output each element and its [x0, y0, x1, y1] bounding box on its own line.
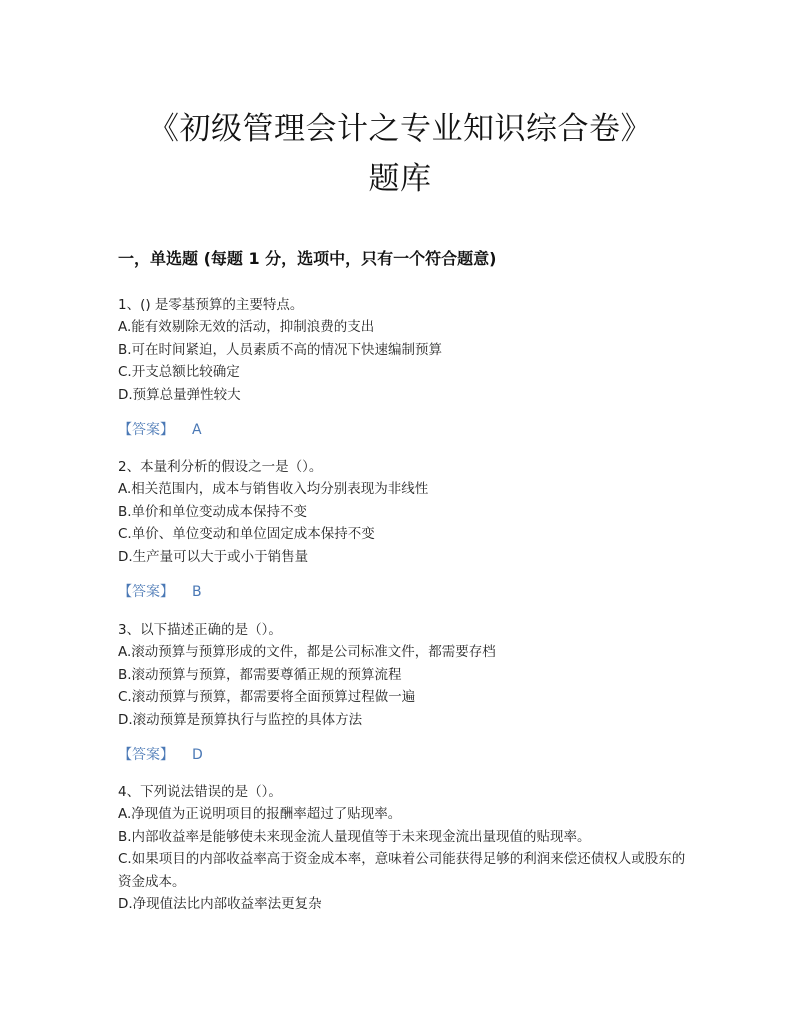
question-stem: 1、() 是零基预算的主要特点。 [118, 297, 304, 313]
answer-label: 【答案】 [118, 422, 174, 438]
answer-value: A [192, 422, 202, 438]
option-d: D.滚动预算是预算执行与监控的具体方法 [118, 711, 363, 728]
answer-label: 【答案】 [118, 584, 174, 600]
option-a: A.相关范围内，成本与销售收入均分别表现为非线性 [118, 481, 429, 498]
option-b: B.可在时间紧迫，人员素质不高的情况下快速编制预算 [118, 341, 443, 358]
question-stem: 2、本量利分析的假设之一是（）。 [118, 459, 323, 475]
question-stem: 3、以下描述正确的是（）。 [118, 622, 282, 638]
document-title [60, 104, 740, 204]
option-b: B.单价和单位变动成本保持不变 [118, 503, 308, 520]
question-stem: 4、下列说法错误的是（）。 [118, 784, 282, 800]
option-d: D.生产量可以大于或小于销售量 [118, 548, 309, 565]
option-a: A.滚动预算与预算形成的文件，都是公司标准文件，都需要存档 [118, 644, 496, 661]
question-1 [118, 294, 698, 406]
answer-label: 【答案】 [118, 747, 174, 763]
option-d: D.净现值法比内部收益率法更复杂 [118, 896, 322, 913]
option-a: A.净现值为正说明项目的报酬率超过了贴现率。 [118, 806, 402, 823]
answer-value: B [192, 584, 202, 600]
question-4 [118, 781, 698, 915]
option-b: B.内部收益率是能够使未来现金流人量现值等于未来现金流出量现值的贴现率。 [118, 828, 591, 845]
answer-1 [118, 419, 202, 441]
answer-3 [118, 744, 203, 766]
option-b: B.滚动预算与预算，都需要尊循正规的预算流程 [118, 666, 402, 683]
question-3 [118, 619, 698, 731]
answer-2 [118, 581, 202, 603]
option-c: C.开支总额比较确定 [118, 364, 240, 381]
option-c: C.单价、单位变动和单位固定成本保持不变 [118, 526, 375, 543]
option-c: C.如果项目的内部收益率高于资金成本率，意味着公司能获得足够的利润来偿还债权人或股东的资金成本。 [118, 851, 686, 890]
title-line-2: 题库 [368, 161, 432, 197]
option-d: D.预算总量弹性较大 [118, 386, 241, 403]
option-c: C.滚动预算与预算，都需要将全面预算过程做一遍 [118, 689, 416, 706]
question-2 [118, 456, 698, 568]
section-heading: 一，单选题 (每题 1 分，选项中，只有一个符合题意) [118, 249, 497, 268]
option-a: A.能有效剔除无效的活动，抑制浪费的支出 [118, 319, 375, 336]
title-line-1: 《初级管理会计之专业知识综合卷》 [148, 111, 652, 147]
answer-value: D [192, 747, 203, 763]
